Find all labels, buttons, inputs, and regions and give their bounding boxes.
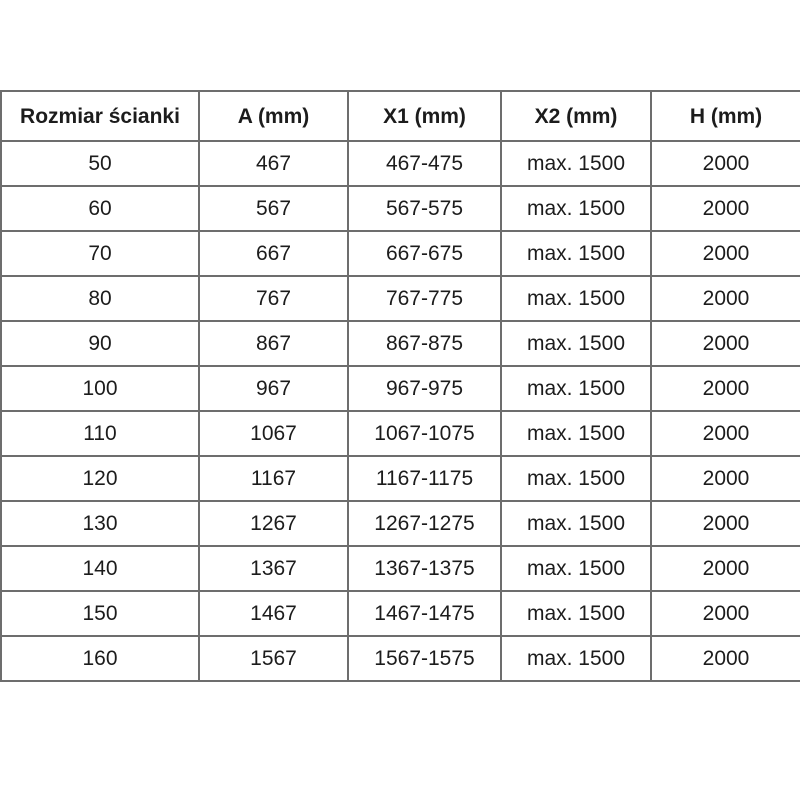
cell-a: 967 <box>199 366 348 411</box>
cell-h: 2000 <box>651 546 800 591</box>
table-row <box>1 636 800 681</box>
cell-x1: 1067-1075 <box>348 411 501 456</box>
cell-x2: max. 1500 <box>501 186 651 231</box>
table-row <box>1 141 800 186</box>
table-row <box>1 231 800 276</box>
table-row <box>1 456 800 501</box>
cell-rozmiar: 130 <box>1 501 199 546</box>
cell-h: 2000 <box>651 141 800 186</box>
cell-x1: 1167-1175 <box>348 456 501 501</box>
cell-x1: 667-675 <box>348 231 501 276</box>
cell-rozmiar: 90 <box>1 321 199 366</box>
table-row <box>1 276 800 321</box>
cell-x2: max. 1500 <box>501 231 651 276</box>
cell-rozmiar: 160 <box>1 636 199 681</box>
table-row <box>1 546 800 591</box>
table-row <box>1 501 800 546</box>
cell-rozmiar: 120 <box>1 456 199 501</box>
table-row <box>1 591 800 636</box>
cell-h: 2000 <box>651 636 800 681</box>
cell-x2: max. 1500 <box>501 366 651 411</box>
cell-x2: max. 1500 <box>501 321 651 366</box>
cell-x1: 467-475 <box>348 141 501 186</box>
cell-x2: max. 1500 <box>501 636 651 681</box>
cell-a: 1267 <box>199 501 348 546</box>
cell-x1: 867-875 <box>348 321 501 366</box>
table-row <box>1 366 800 411</box>
cell-x2: max. 1500 <box>501 141 651 186</box>
cell-rozmiar: 100 <box>1 366 199 411</box>
table-row <box>1 186 800 231</box>
table-row <box>1 411 800 456</box>
cell-x2: max. 1500 <box>501 276 651 321</box>
cell-x1: 1567-1575 <box>348 636 501 681</box>
column-header-rozmiar-scianki: Rozmiar ścianki <box>1 91 199 141</box>
cell-h: 2000 <box>651 411 800 456</box>
cell-x2: max. 1500 <box>501 501 651 546</box>
cell-x2: max. 1500 <box>501 546 651 591</box>
table-header-row <box>1 91 800 141</box>
cell-x1: 567-575 <box>348 186 501 231</box>
cell-h: 2000 <box>651 321 800 366</box>
wall-size-table <box>0 90 800 682</box>
cell-a: 567 <box>199 186 348 231</box>
cell-a: 1467 <box>199 591 348 636</box>
column-header-x1-mm: X1 (mm) <box>348 91 501 141</box>
cell-x2: max. 1500 <box>501 411 651 456</box>
cell-x1: 967-975 <box>348 366 501 411</box>
cell-x1: 767-775 <box>348 276 501 321</box>
cell-h: 2000 <box>651 501 800 546</box>
table-row <box>1 321 800 366</box>
cell-a: 1367 <box>199 546 348 591</box>
cell-rozmiar: 140 <box>1 546 199 591</box>
cell-a: 1567 <box>199 636 348 681</box>
cell-a: 667 <box>199 231 348 276</box>
cell-a: 867 <box>199 321 348 366</box>
cell-h: 2000 <box>651 591 800 636</box>
cell-rozmiar: 150 <box>1 591 199 636</box>
cell-h: 2000 <box>651 186 800 231</box>
cell-x1: 1467-1475 <box>348 591 501 636</box>
column-header-a-mm: A (mm) <box>199 91 348 141</box>
cell-h: 2000 <box>651 276 800 321</box>
cell-x2: max. 1500 <box>501 591 651 636</box>
cell-rozmiar: 70 <box>1 231 199 276</box>
column-header-h-mm: H (mm) <box>651 91 800 141</box>
column-header-x2-mm: X2 (mm) <box>501 91 651 141</box>
cell-a: 1167 <box>199 456 348 501</box>
cell-rozmiar: 60 <box>1 186 199 231</box>
cell-a: 467 <box>199 141 348 186</box>
cell-a: 1067 <box>199 411 348 456</box>
cell-h: 2000 <box>651 456 800 501</box>
cell-a: 767 <box>199 276 348 321</box>
cell-x1: 1367-1375 <box>348 546 501 591</box>
cell-h: 2000 <box>651 366 800 411</box>
cell-rozmiar: 50 <box>1 141 199 186</box>
cell-h: 2000 <box>651 231 800 276</box>
cell-rozmiar: 110 <box>1 411 199 456</box>
cell-rozmiar: 80 <box>1 276 199 321</box>
cell-x1: 1267-1275 <box>348 501 501 546</box>
cell-x2: max. 1500 <box>501 456 651 501</box>
